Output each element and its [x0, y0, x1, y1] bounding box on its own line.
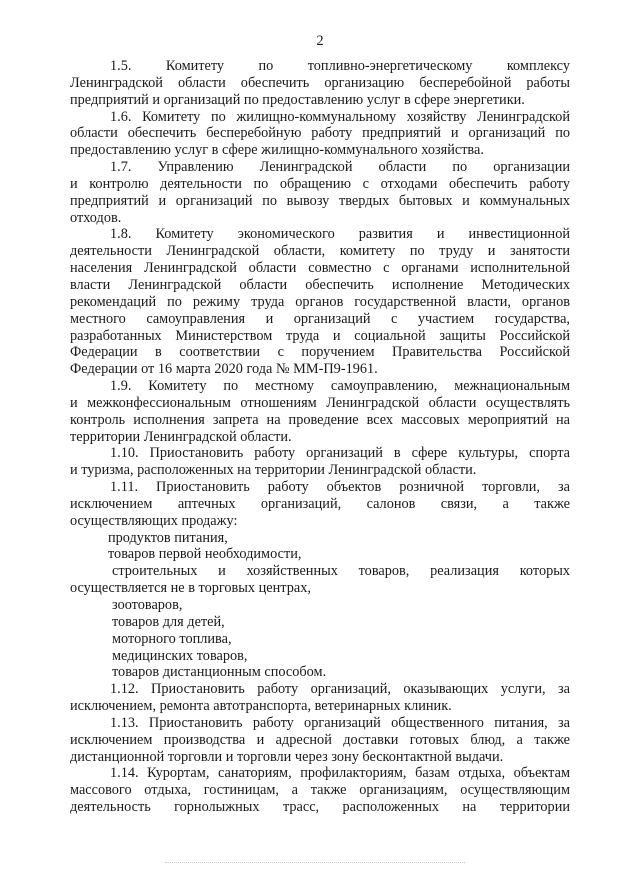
text-line: контроль исполнения запрета на проведение всех массовых мероприятий на [70, 411, 570, 428]
text-line: 1.6. Комитету по жилищно-коммунальному хозяйству Ленинградской [110, 108, 570, 125]
text-line: исключением производства и адресной доставки готовых блюд, а также [70, 731, 570, 748]
text-line: 1.8. Комитету экономического развития и инвестиционной [110, 226, 570, 243]
text-line: разработанных Министерством труда и социальной защиты Российской [70, 327, 570, 344]
text-line: области обеспечить бесперебойную работу предприятий и организаций по [70, 125, 570, 142]
text-line: исключением аптечных организаций, салонов связи, а также [70, 495, 570, 512]
text-line: осуществляющих продажу: [70, 512, 238, 529]
text-line: предприятий и организаций по предоставлению услуг в сфере энергетики. [70, 91, 525, 108]
text-line: Ленинградской области обеспечить организацию бесперебойной работы [70, 74, 570, 91]
text-line: продуктов питания, [108, 529, 228, 546]
text-line: предприятий и организаций по вывозу твердых бытовых и коммунальных [70, 192, 570, 209]
text-line: медицинских товаров, [112, 647, 248, 664]
text-line: товаров дистанционным способом. [112, 664, 327, 681]
text-line: территории Ленинградской области. [70, 428, 292, 445]
text-line: осуществляется не в торговых центрах, [70, 580, 311, 597]
text-line: и туризма, расположенных на территории Ленинградской области. [70, 462, 477, 479]
text-line: Федерации в соответствии с поручением Правительства Российской [70, 344, 570, 361]
text-line: 1.14. Курортам, санаториям, профилакториям, базам отдыха, объектам [110, 765, 570, 782]
text-line: зоотоваров, [112, 597, 183, 613]
page-number: 2 [316, 33, 324, 49]
text-line: 1.5. Комитету по топливно-энергетическому комплексу [110, 58, 570, 74]
text-line: деятельности Ленинградской области, комитету по труду и занятости [70, 243, 570, 260]
text-line: и межконфессиональным отношениям Ленинградской области осуществлять [70, 394, 570, 411]
scan-artifact [165, 862, 465, 865]
text-line: 1.13. Приостановить работу организаций общественного питания, за [110, 714, 570, 731]
text-line: товаров первой необходимости, [108, 546, 302, 563]
text-line: товаров для детей, [112, 613, 225, 630]
text-line: моторного топлива, [112, 630, 232, 647]
text-line: 1.7. Управлению Ленинградской области по организации [110, 159, 570, 176]
text-line: местного самоуправления и организаций с участием государства, [70, 310, 570, 327]
text-line: Федерации от 16 марта 2020 года № ММ-П9-1961. [70, 361, 378, 378]
text-line: отходов. [70, 209, 122, 226]
text-line: рекомендаций по режиму труда органов государственной власти, органов [70, 293, 570, 310]
text-line: и контролю деятельности по обращению с отходами обеспечить работу [70, 175, 570, 192]
text-line: предоставлению услуг в сфере жилищно-коммунального хозяйства. [70, 142, 484, 159]
text-line: деятельность горнолыжных трасс, расположенных на территории [70, 799, 570, 816]
text-line: власти Ленинградской области обеспечить исполнение Методических [70, 276, 570, 293]
text-line: 1.10. Приостановить работу организаций в сфере культуры, спорта [110, 445, 570, 462]
text-line: населения Ленинградской области совместно с органами исполнительной [70, 260, 570, 277]
text-line: 1.11. Приостановить работу объектов розничной торговли, за [110, 479, 570, 496]
text-line: дистанционной торговли и торговли через зону бесконтактной выдачи. [70, 748, 504, 765]
text-line: 1.12. Приостановить работу организаций, оказывающих услуги, за [110, 681, 570, 698]
text-line: массового отдыха, гостиницам, а также организациям, осуществляющим [70, 782, 570, 799]
text-line: строительных и хозяйственных товаров, реализация которых [112, 563, 570, 580]
document-body [70, 58, 570, 816]
text-line: 1.9. Комитету по местному самоуправлению, межнациональным [110, 378, 570, 395]
text-line: исключением, ремонта автотранспорта, ветеринарных клиник. [70, 698, 452, 715]
